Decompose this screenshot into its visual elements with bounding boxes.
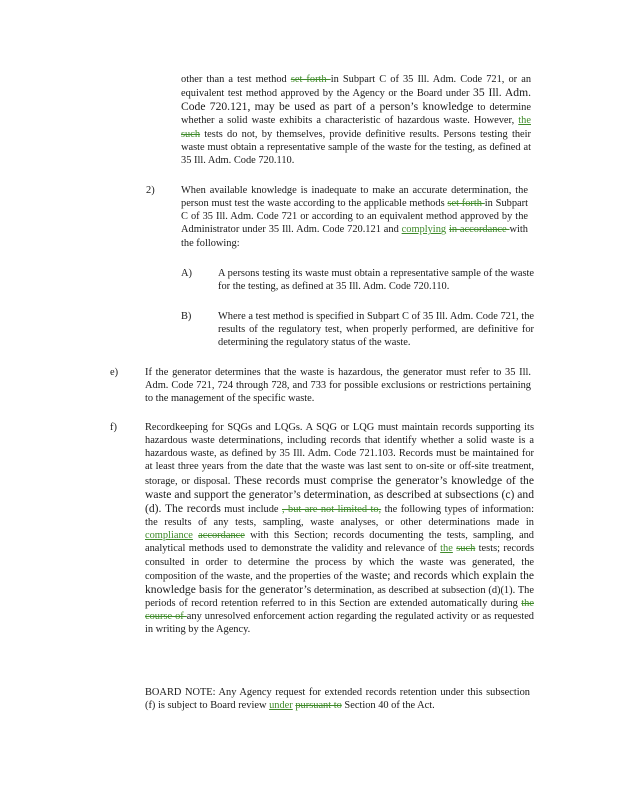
- inserted-text: the: [518, 115, 531, 127]
- item-a-text: A persons testing its waste must obtain a representative sample of the waste for the testing, as defined at 35 Ill. Adm. Code 720.110.: [218, 268, 534, 293]
- item-a-marker: A): [181, 268, 192, 279]
- item-e-text: If the generator determines that the waste is hazardous, the generator must refer to 35 Ill. Adm. Code 721, 724 through 728, and 733 for possible exclusions or restrictions pertaining to the management of the specific waste.: [145, 367, 531, 405]
- inserted-text: the: [440, 543, 453, 555]
- deleted-text: set forth: [290, 74, 331, 85]
- inserted-text: under: [269, 700, 293, 712]
- item-f-text: Recordkeeping for SQGs and LQGs. A SQG or LQG must maintain records supporting its hazardous waste determinations, including records that identify whether a solid waste is a hazardous waste, as defined by 35 Ill. Adm. Code 721.103. Records must be maintained for at least three years from the date that the waste was last sent to on-site or off-site treatment, storage, or disposal. These records must comprise the generator’s knowledge of the waste and support the generator’s determination, as described at subsections (c) and (d). The records must include , but are not limited to, the following types of information: the results of any tests, sampling, waste analyses, or other determinations made in compliance accordance with this Section; records documenting the tests, sampling, and analytical methods used to demonstrate the validity and relevance of the such tests; records consulted in order to determine the process by which the waste was generated, the composition of the waste, and the properties of the waste; and records which explain the knowledge basis for the generator’s determination, as described at subsection (d)(1). The periods of record retention referred to in this Section are extended automatically during the course of any unresolved enforcement action regarding the regulated activity or as requested in writing by the Agency.: [145, 422, 535, 636]
- inserted-text: compliance: [145, 530, 193, 542]
- deleted-text: accordance: [198, 530, 245, 542]
- deleted-text: set forth: [447, 198, 485, 210]
- item-2-text: When available knowledge is inadequate to make an accurate determination, the person must test the waste according to the applicable methods set forth in Subpart C of 35 Ill. Adm. Code 721 or according to an equivalent method approved by the Administrator under 35 Ill. Adm. Code 720.121 and complying in accordance with the following:: [181, 185, 528, 249]
- deleted-text: , but are not limited to,: [281, 503, 382, 515]
- deleted-text: such: [181, 128, 201, 140]
- board-note: BOARD NOTE: Any Agency request for extended records retention under this subsection (f) is subject to Board review under pursuant to Section 40 of the Act.: [145, 687, 530, 712]
- deleted-text: pursuant to: [295, 700, 342, 712]
- item-b-text: Where a test method is specified in Subpart C of 35 Ill. Adm. Code 721, the results of the regulatory test, when properly performed, are definitive for determining the regulatory status of the waste.: [218, 311, 534, 349]
- item-e-marker: e): [110, 367, 119, 378]
- deleted-text: such: [456, 543, 476, 555]
- deleted-text: the course of: [145, 598, 534, 623]
- deleted-text: in accordance: [448, 224, 510, 236]
- item-f-marker: f): [110, 422, 117, 433]
- paragraph-continuation: other than a test method set forth in Subpart C of 35 Ill. Adm. Code 721, or an equivalent test method approved by the Agency or the Board under 35 Ill. Adm. Code 720.121, may be used as part of a person’s knowledge to determine whether a solid waste exhibits a characteristic of hazardous waste. However, the such tests do not, by themselves, provide definitive results. Persons testing their waste must obtain a representative sample of the waste for the testing, as defined at 35 Ill. Adm. Code 720.110.: [181, 74, 532, 166]
- item-2-marker: 2): [146, 185, 155, 196]
- inserted-text: complying: [401, 224, 447, 236]
- item-b-marker: B): [181, 311, 192, 322]
